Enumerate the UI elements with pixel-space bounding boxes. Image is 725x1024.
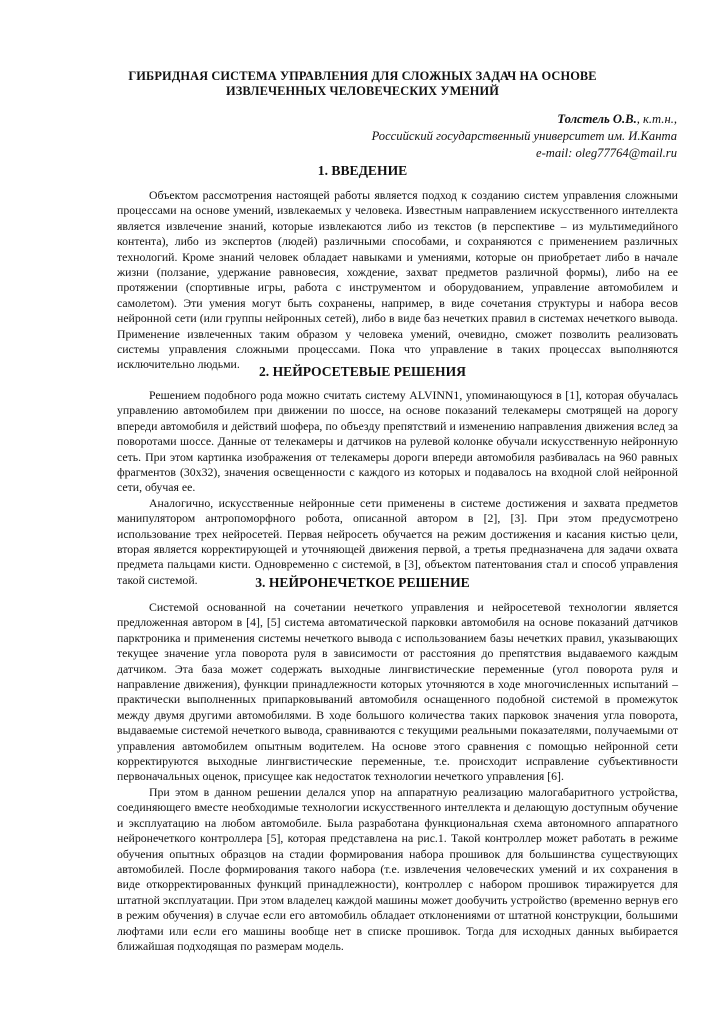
title-line-2: ИЗВЛЕЧЕННЫХ ЧЕЛОВЕЧЕСКИХ УМЕНИЙ — [226, 84, 499, 98]
section-heading-neural-solutions: 2. НЕЙРОСЕТЕВЫЕ РЕШЕНИЯ — [259, 364, 466, 379]
author-name: Толстель О.В. — [557, 112, 637, 126]
author-line — [77, 111, 677, 128]
section-heading-introduction: 1. ВВЕДЕНИЕ — [317, 163, 408, 178]
title-line-1: ГИБРИДНАЯ СИСТЕМА УПРАВЛЕНИЯ ДЛЯ СЛОЖНЫХ ЗАДАЧ НА ОСНОВЕ — [128, 69, 597, 83]
author-degree: , к.т.н., — [636, 112, 677, 126]
paragraph: Системой основанной на сочетании нечеткого управления и нейросетевой технологии является предложенная автором в [4], [5] система автоматической парковки автомобиля на основе показаний датчиков парктроника и применения системы нечеткого вывода с использованием базы нечетких правил, указывающих текущее значение угла поворота руля в зависимости от расстояния до препятствия выдаваемого каждым датчиком. Эта база может содержать выходные лингвистические переменные (угол поворота руля и направление движения), функции принадлежности которых уточняются в ходе многочисленных испытаний – практически выполненных припарковываний автомобиля оснащенного подобной системой в промежуток между двумя другими автомобилями. В ходе большого количества таких парковок значения угла поворота, выдаваемые системой нечеткого вывода, сравниваются с текущими реальными показателями, получаемыми от управления автомобилем опытным водителем. На основе этого сравнения с помощью нейронной сети корректируются выходные лингвистические переменные, т.е. происходит исправление субъективности первоначальных оценок, присущее как недостаток технологии нечеткого управления [6]. — [117, 600, 678, 784]
paragraph: При этом в данном решении делался упор на аппаратную реализацию малогабаритного устройства, соединяющего вместе необходимые технологии искусственного интеллекта и делающую доступным обучение и эксплуатацию на любом автомобиле. Была разработана функциональная схема автономного аппаратного нейронечеткого контроллера [5], которая представлена на рис.1. Такой контроллер может работать в режиме обучения опытных образцов на стадии формирования набора прошивок для большинства существующих автомобилей. После формирования такого набора (т.е. извлечения человеческих умений и их сохранения в виде откорректированных функций принадлежности), контроллер с набором прошивок тиражируется для штатной эксплуатации. При этом владелец каждой машины может дообучить устройство (временно вернув его в режим обучения) в случае если его автомобиль обладает отклонениями от штатной конструкции, большими люфтами или если его машины вообще нет в списке прошивок. Тогда для исходных данных выбирается ближайшая подходящая по размерам модель. — [117, 784, 678, 953]
author-block — [77, 111, 677, 162]
section-body-neurofuzzy-solution — [117, 600, 678, 954]
author-affiliation: Российский государственный университет им. И.Канта — [371, 129, 677, 143]
paper-title — [60, 69, 665, 99]
paragraph: Объектом рассмотрения настоящей работы является подход к созданию систем управления сложными процессами на основе умений, извлекаемых у человека. Известным направлением искусственного интеллекта является извлечение знаний, которые извлекаются либо из текстов (в перспективе – из мультимедийного контента), либо из экспертов (людей) различными способами, и сохраняются с применением различных технологий. Кроме знаний человек обладает навыками и умениями, которые он приобретает либо в начале жизни (ползание, удержание равновесия, хождение, захват предметов различной формы), либо на ее протяжении (спортивные игры, работа с инструментом и оборудованием, управление автомобилем и самолетом). Эти умения могут быть сохранены, например, в виде сочетания структуры и набора весов нейронной сети (или группы нейронных сетей), либо в виде баз нечетких правил в системах нечеткого вывода. Применение извлеченных таким образом у человека умений, очевидно, сможет позволить реализовать системы управления сложными процессами. Пока что управление в таких процессах выполняются исключительно людьми. — [117, 188, 678, 372]
section-heading-neurofuzzy-solution: 3. НЕЙРОНЕЧЕТКОЕ РЕШЕНИЕ — [255, 575, 470, 590]
paragraph: Аналогично, искусственные нейронные сети применены в системе достижения и захвата предметов манипулятором антропоморфного робота, описанной автором в [2], [3]. При этом предусмотрено использование трех нейросетей. Первая нейросеть обучается на режим достижения и касания кистью цели, вторая является корректирующей и уточняющей движения первой, а третья предназначена для задачи охвата предмета пальцами кисти. Одновременно с системой, в [3], объектом патентования стал и способ управления такой системой. — [117, 495, 678, 587]
section-body-introduction — [117, 188, 678, 373]
author-email: e-mail: oleg77764@mail.ru — [535, 146, 677, 160]
paragraph: Решением подобного рода можно считать систему ALVINN1, упоминающуюся в [1], которая обучалась управлению автомобилем при движении по шоссе, на основе показаний телекамеры смотрящей на дорогу впереди автомобиля и действий шофера, по объезду препятствий и изменению направления движения вслед за поворотами шоссе. Данные от телекамеры и датчиков на рулевой колонке обучали искусственную нейронную сеть. При этом картинка изображения от телекамеры дороги впереди автомобиля разбивалась на 960 равных фрагментов (30х32), значения освещенности с каждого из которых и подавалось на входной слой нейронной сети, обучая ее. — [117, 388, 678, 495]
section-body-neural-solutions — [117, 388, 678, 588]
